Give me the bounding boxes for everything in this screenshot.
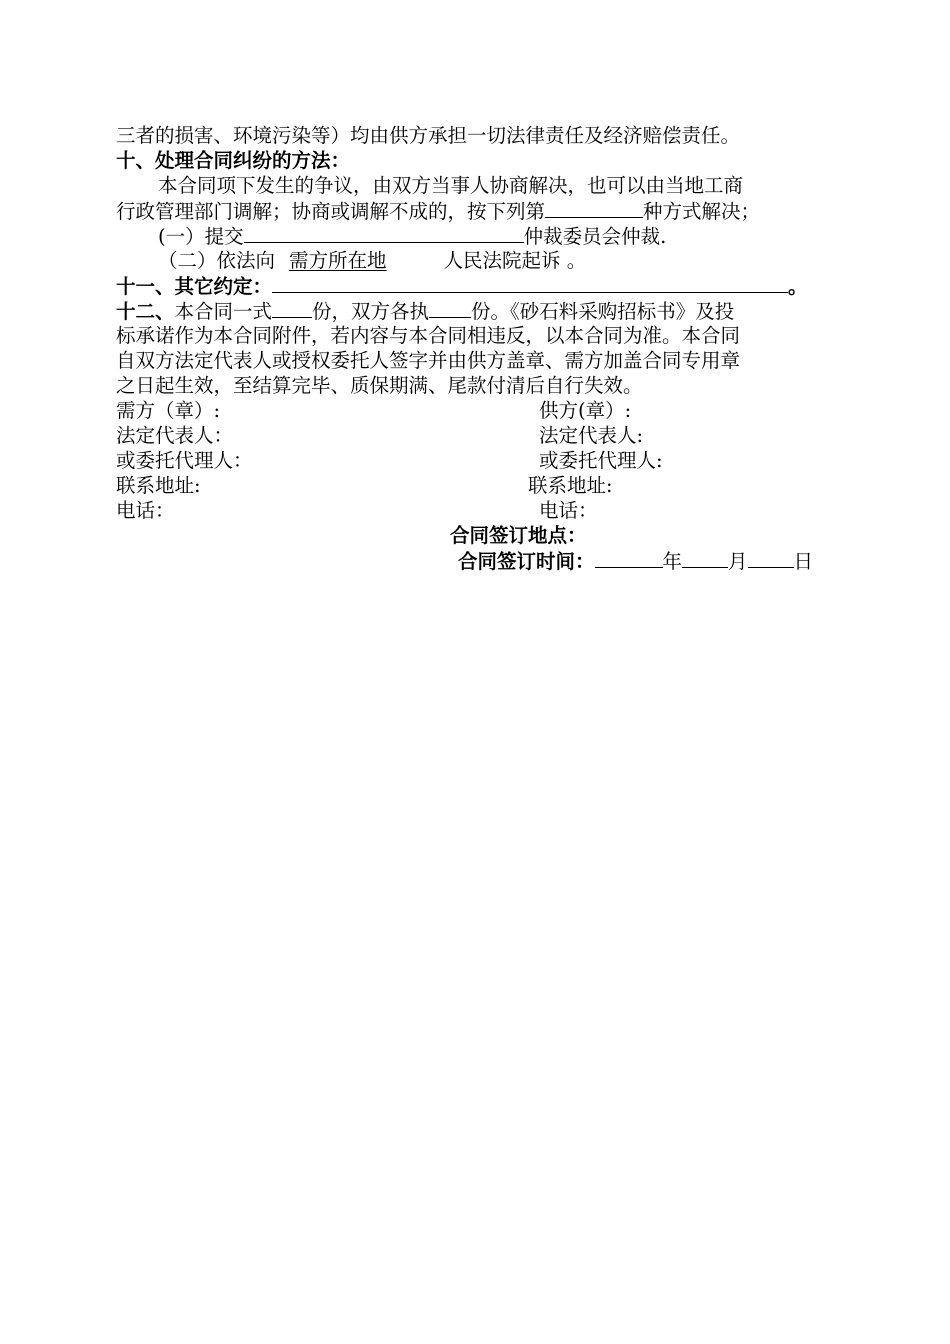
- day-blank: [748, 549, 794, 568]
- section-10-heading: 十、处理合同纠纷的方法：: [116, 149, 351, 172]
- year-label: 年: [662, 550, 683, 573]
- section-10-text-line2: [116, 199, 760, 224]
- section-12-text-c: 份。《砂石料采购招标书》及投: [471, 300, 735, 323]
- section-12-text-a: 本合同一式: [174, 300, 273, 323]
- option-1-line: [158, 224, 666, 249]
- signing-time-label: 合同签订时间：: [458, 550, 595, 573]
- year-blank: [595, 549, 663, 568]
- section-12-text-b: 份，双方各执: [312, 300, 430, 323]
- section-12-line3: 自双方法定代表人或授权委托人签字并由供方盖章、需方加盖合同专用章: [116, 349, 741, 372]
- option-1-text: 仲裁委员会仲裁.: [523, 225, 667, 248]
- seller-seal-label: 供方(章）:: [539, 399, 632, 422]
- section-11-heading: 十一、其它约定：: [116, 275, 273, 298]
- buyer-seal-label: 需方（章）:: [116, 399, 221, 422]
- section-10-text-line2-b: 种方式解决；: [643, 200, 761, 223]
- option-2-text: 人民法院起诉 。: [443, 249, 587, 272]
- signing-place-label: 合同签订地点：: [450, 524, 587, 547]
- seller-legal-rep-label: 法定代表人:: [539, 424, 644, 447]
- section-12-line4: 之日起生效，至结算完毕、质保期满、尾款付清后自行失效。: [116, 374, 643, 397]
- option-2-fill-text: 需方所在地: [289, 249, 387, 272]
- section-12-line2: 标承诺作为本合同附件，若内容与本合同相违反，以本合同为准。本合同: [116, 324, 741, 347]
- method-number-blank: [545, 199, 643, 218]
- section-10-text-line2-a: 行政管理部门调解；协商或调解不成的，按下列第: [116, 200, 546, 223]
- other-terms-blank: [272, 274, 788, 293]
- buyer-agent-label: 或委托代理人：: [116, 449, 253, 472]
- month-blank: [682, 549, 728, 568]
- seller-address-label: 联系地址:: [528, 474, 613, 497]
- month-label: 月: [728, 550, 748, 573]
- buyer-phone-label: 电话：: [116, 499, 175, 522]
- option-2-court-location: [275, 249, 444, 272]
- buyer-address-label: 联系地址:: [116, 474, 201, 497]
- option-1-label: (一）提交: [158, 225, 244, 248]
- section-12-heading: 十二、: [116, 300, 175, 323]
- option-2-label: （二）依法向: [158, 249, 276, 272]
- option-2-line: [158, 249, 586, 273]
- section-11-line: [116, 274, 808, 299]
- day-label: 日: [793, 550, 814, 573]
- section-12-line1: [116, 299, 734, 324]
- copies-total-blank: [272, 299, 312, 318]
- paragraph-continuation: 三者的损害、环境污染等）均由供方承担一切法律责任及经济赔偿责任。: [116, 124, 741, 147]
- buyer-legal-rep-label: 法定代表人：: [116, 424, 234, 447]
- arbitration-committee-blank: [244, 224, 524, 243]
- signing-time-line: [458, 549, 813, 574]
- section-11-end: 。: [788, 275, 808, 298]
- copies-each-blank: [429, 299, 471, 318]
- seller-phone-label: 电话：: [539, 499, 598, 522]
- section-10-text-line1: 本合同项下发生的争议，由双方当事人协商解决，也可以由当地工商: [158, 174, 744, 197]
- seller-agent-label: 或委托代理人:: [539, 449, 663, 472]
